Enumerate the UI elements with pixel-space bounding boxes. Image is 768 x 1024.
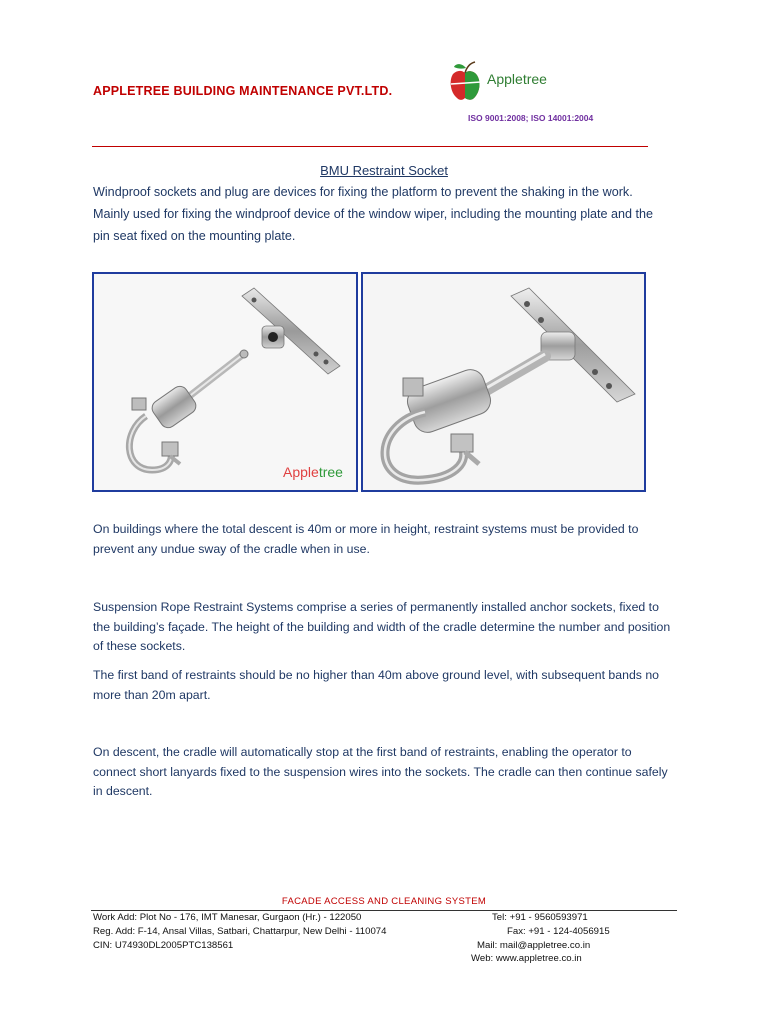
work-address: Work Add: Plot No - 176, IMT Manesar, Gurgaon (Hr.) - 122050 [93,912,362,923]
iso-certification: ISO 9001:2008; ISO 14001:2004 [468,113,594,123]
telephone: Tel: +91 - 9560593971 [492,912,588,923]
footer-title: FACADE ACCESS AND CLEANING SYSTEM [281,896,487,907]
product-photo-disassembled [92,272,358,492]
product-photo-assembled [361,272,646,492]
paragraph-restraint-bands: The first band of restraints should be no higher than 40m above ground level, with subsequent bands no more than 20m apart. [93,668,660,702]
logo-wordmark: Appletree [487,71,547,87]
company-name: APPLETREE BUILDING MAINTENANCE PVT.LTD. [93,84,393,98]
email: Mail: mail@appletree.co.in [477,940,591,951]
registered-address: Reg. Add: F-14, Ansal Villas, Satbari, Chattarpur, New Delhi - 110074 [93,926,387,937]
fax: Fax: +91 - 124-4056915 [507,926,610,937]
website: Web: www.appletree.co.in [471,953,582,964]
intro-paragraph: Windproof sockets and plug are devices for fixing the platform to prevent the shaking in the work. Mainly used for fixing the windproof device of the window wiper, including the mounting plate and the pin seat fixed on the mounting plate. [93,185,654,243]
photo-watermark: Appletree [283,464,343,480]
paragraph-descent: On descent, the cradle will automatically stop at the first band of restraints, enabling the operator to connect short lanyards fixed to the suspension wires into the sockets. The cradle can then continue safely in descent. [93,745,668,798]
paragraph-restraint-requirement: On buildings where the total descent is 40m or more in height, restraint systems must be provided to prevent any undue sway of the cradle when in use. [93,522,639,556]
paragraph-restraint-systems: Suspension Rope Restraint Systems comprise a series of permanently installed anchor sockets, fixed to the building’s façade. The height of the building and width of the cradle determine the number and position of these sockets. [93,600,671,653]
cin-number: CIN: U74930DL2005PTC138561 [93,940,234,951]
page-title: BMU Restraint Socket [320,163,448,178]
header-divider [92,146,648,147]
